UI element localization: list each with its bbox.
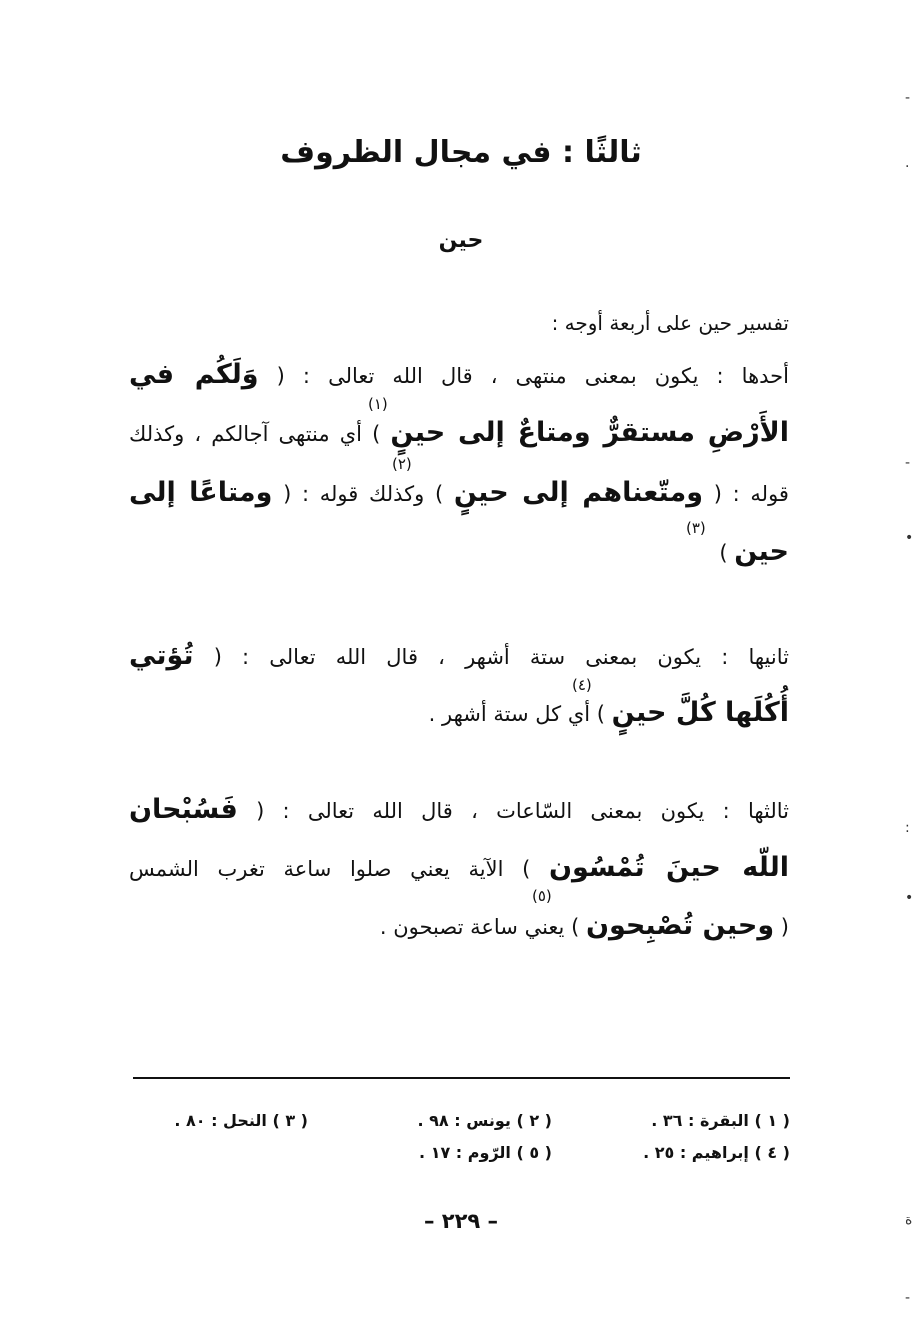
body-text: قوله : ( — [713, 482, 789, 506]
scan-mark: . — [905, 155, 910, 171]
quran-verse: اللّه حينَ تُمْسُون — [548, 852, 789, 883]
scan-mark: - — [905, 1290, 911, 1306]
section-subtitle: حين — [438, 228, 484, 253]
footnote-2: ( ٢ ) يونس : ٩٨ . — [417, 1111, 552, 1130]
section1-line4 — [129, 537, 789, 568]
section1-line2 — [129, 418, 789, 449]
footnote-5: ( ٥ ) الرّوم : ١٧ . — [419, 1143, 552, 1162]
section2-line2 — [129, 698, 789, 729]
body-text: ) وكذلك قوله : ( — [283, 482, 444, 506]
quran-verse: ومتاعًا إلى — [129, 477, 273, 508]
scan-mark: : — [905, 820, 910, 836]
footnote-divider — [133, 1077, 790, 1079]
footnote-ref-4: (٤) — [572, 676, 592, 694]
footnote-1: ( ١ ) البقرة : ٣٦ . — [651, 1111, 790, 1130]
body-text: ) أي كل ستة أشهر . — [428, 702, 605, 726]
body-text: ) أي منتهى آجالكم ، وكذلك — [129, 422, 381, 446]
body-text: ) يعني ساعة تصبحون . — [379, 915, 580, 939]
quran-verse: حين — [734, 536, 789, 567]
body-text: ثالثها : يكون بمعنى السّاعات ، قال الله تعالى : ( — [256, 799, 789, 823]
footnote-ref-2: (٢) — [392, 455, 412, 473]
scan-mark: • — [905, 530, 914, 546]
intro-line: تفسير حين على أربعة أوجه : — [551, 311, 789, 335]
body-text: ) الآية يعني صلوا ساعة تغرب الشمس — [129, 857, 531, 881]
body-text: ثانيها : يكون بمعنى ستة أشهر ، قال الله تعالى : ( — [213, 645, 789, 669]
page-number: – ٢٢٩ – — [423, 1209, 499, 1233]
quran-verse: فَسُبْحان — [129, 794, 238, 825]
chapter-title: ثالثًا : في مجال الظروف — [280, 135, 642, 170]
section3-line2 — [129, 853, 789, 884]
footnote-4: ( ٤ ) إبراهيم : ٢٥ . — [643, 1143, 790, 1162]
section3-line3 — [129, 911, 789, 942]
section1-line1 — [129, 360, 789, 391]
section3-line1 — [129, 795, 789, 826]
quran-verse: أُكُلَها كُلَّ حينٍ — [611, 697, 789, 728]
quran-verse: وحين تُصْبِحون — [585, 910, 775, 941]
scan-mark: • — [905, 890, 914, 906]
section2-line1 — [129, 641, 789, 672]
scan-mark: - — [905, 455, 911, 471]
body-text: ( — [780, 915, 789, 939]
scan-mark: ة — [905, 1212, 913, 1228]
footnote-ref-1: (١) — [368, 395, 388, 413]
quran-verse: تُؤتي — [129, 640, 194, 671]
scan-mark: - — [905, 90, 911, 106]
footnote-ref-3: (٣) — [686, 519, 706, 537]
quran-verse: وَلَكُم في — [129, 359, 259, 390]
body-text: ) — [719, 541, 728, 565]
section1-line3 — [129, 478, 789, 509]
footnote-ref-5: (٥) — [532, 887, 552, 905]
quran-verse: ومتّعناهم إلى حينٍ — [453, 477, 704, 508]
quran-verse: الأَرْضِ مستقرٌّ ومتاعٌ إلى حينٍ — [390, 417, 789, 448]
body-text: أحدها : يكون بمعنى منتهى ، قال الله تعالى : ( — [276, 364, 789, 388]
footnote-3: ( ٣ ) النحل : ٨٠ . — [174, 1111, 308, 1130]
